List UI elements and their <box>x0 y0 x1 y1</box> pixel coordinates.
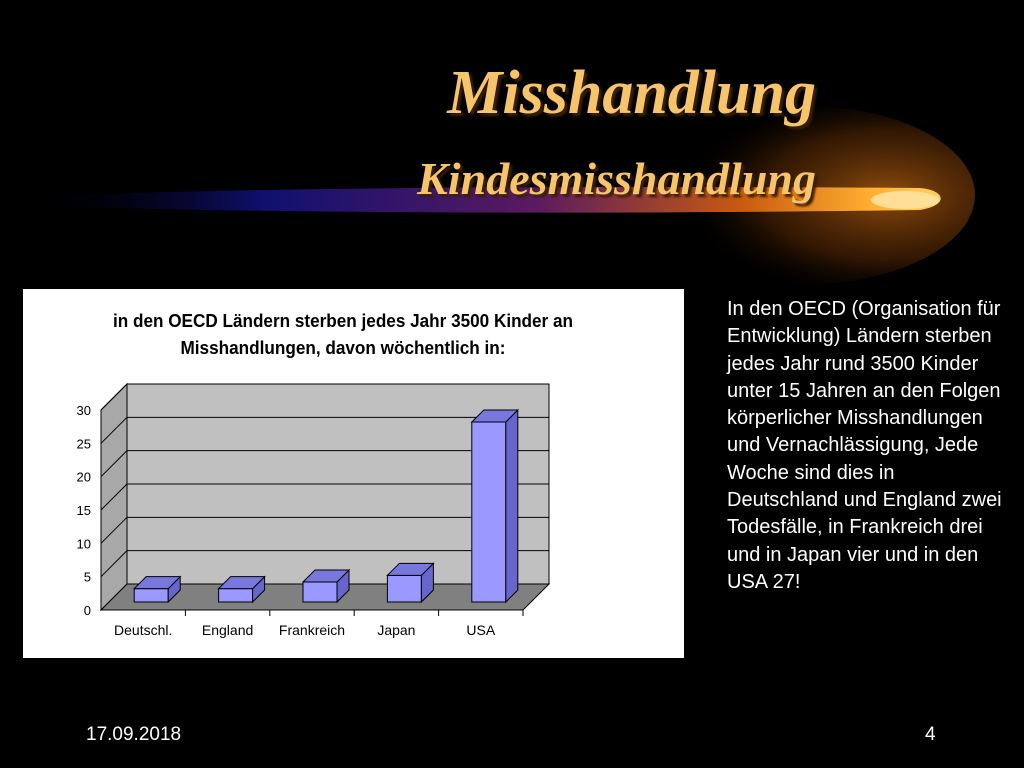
y-tick-label: 0 <box>83 603 91 618</box>
x-tick-label: USA <box>466 622 496 638</box>
page-number: 4 <box>925 724 936 745</box>
x-tick-label: Frankreich <box>278 622 346 638</box>
chart-title-line-2: Misshandlungen, davon wöchentlich in: <box>180 338 506 358</box>
y-tick-label: 30 <box>76 403 91 418</box>
footer-date: 17.09.2018 <box>86 724 182 745</box>
swoosh-highlight <box>871 191 939 209</box>
body-text: In den OECD (Organisation für Entwicklung) Ländern sterben jedes Jahr rund 3500 Kinder unter 15 Jahren an den Folgen körperlicher Misshandlungen und Vernachlässigung, Jede Woche sind dies in Deutschland und England zwei Todesfälle, in Frankreich drei und in Japan vier und in den USA 27! <box>727 298 1002 593</box>
slide-title: Misshandlung <box>447 59 816 127</box>
y-tick-label: 10 <box>76 536 91 552</box>
y-tick-label: 5 <box>83 569 91 585</box>
slide-subtitle: Kindesmisshandlung <box>417 153 816 204</box>
chart-title-line-1: in den OECD Ländern sterben jedes Jahr 3500 Kinder an <box>113 311 573 331</box>
plot-area <box>77 384 549 638</box>
bar-deutschl <box>134 589 168 602</box>
y-tick-label: 25 <box>76 436 91 452</box>
bar-usa <box>472 422 506 602</box>
x-tick-label: England <box>201 622 254 638</box>
bar-chart <box>23 289 684 658</box>
bar-england <box>219 589 253 602</box>
x-tick-label: Deutschl. <box>114 622 173 638</box>
y-tick-label: 15 <box>76 503 91 518</box>
bar-frankreich <box>303 582 337 602</box>
bar-side <box>506 410 518 602</box>
y-tick-label: 20 <box>76 469 91 485</box>
chart-panel <box>23 289 684 658</box>
x-tick-label: Japan <box>377 622 416 638</box>
bar-japan <box>387 575 421 602</box>
